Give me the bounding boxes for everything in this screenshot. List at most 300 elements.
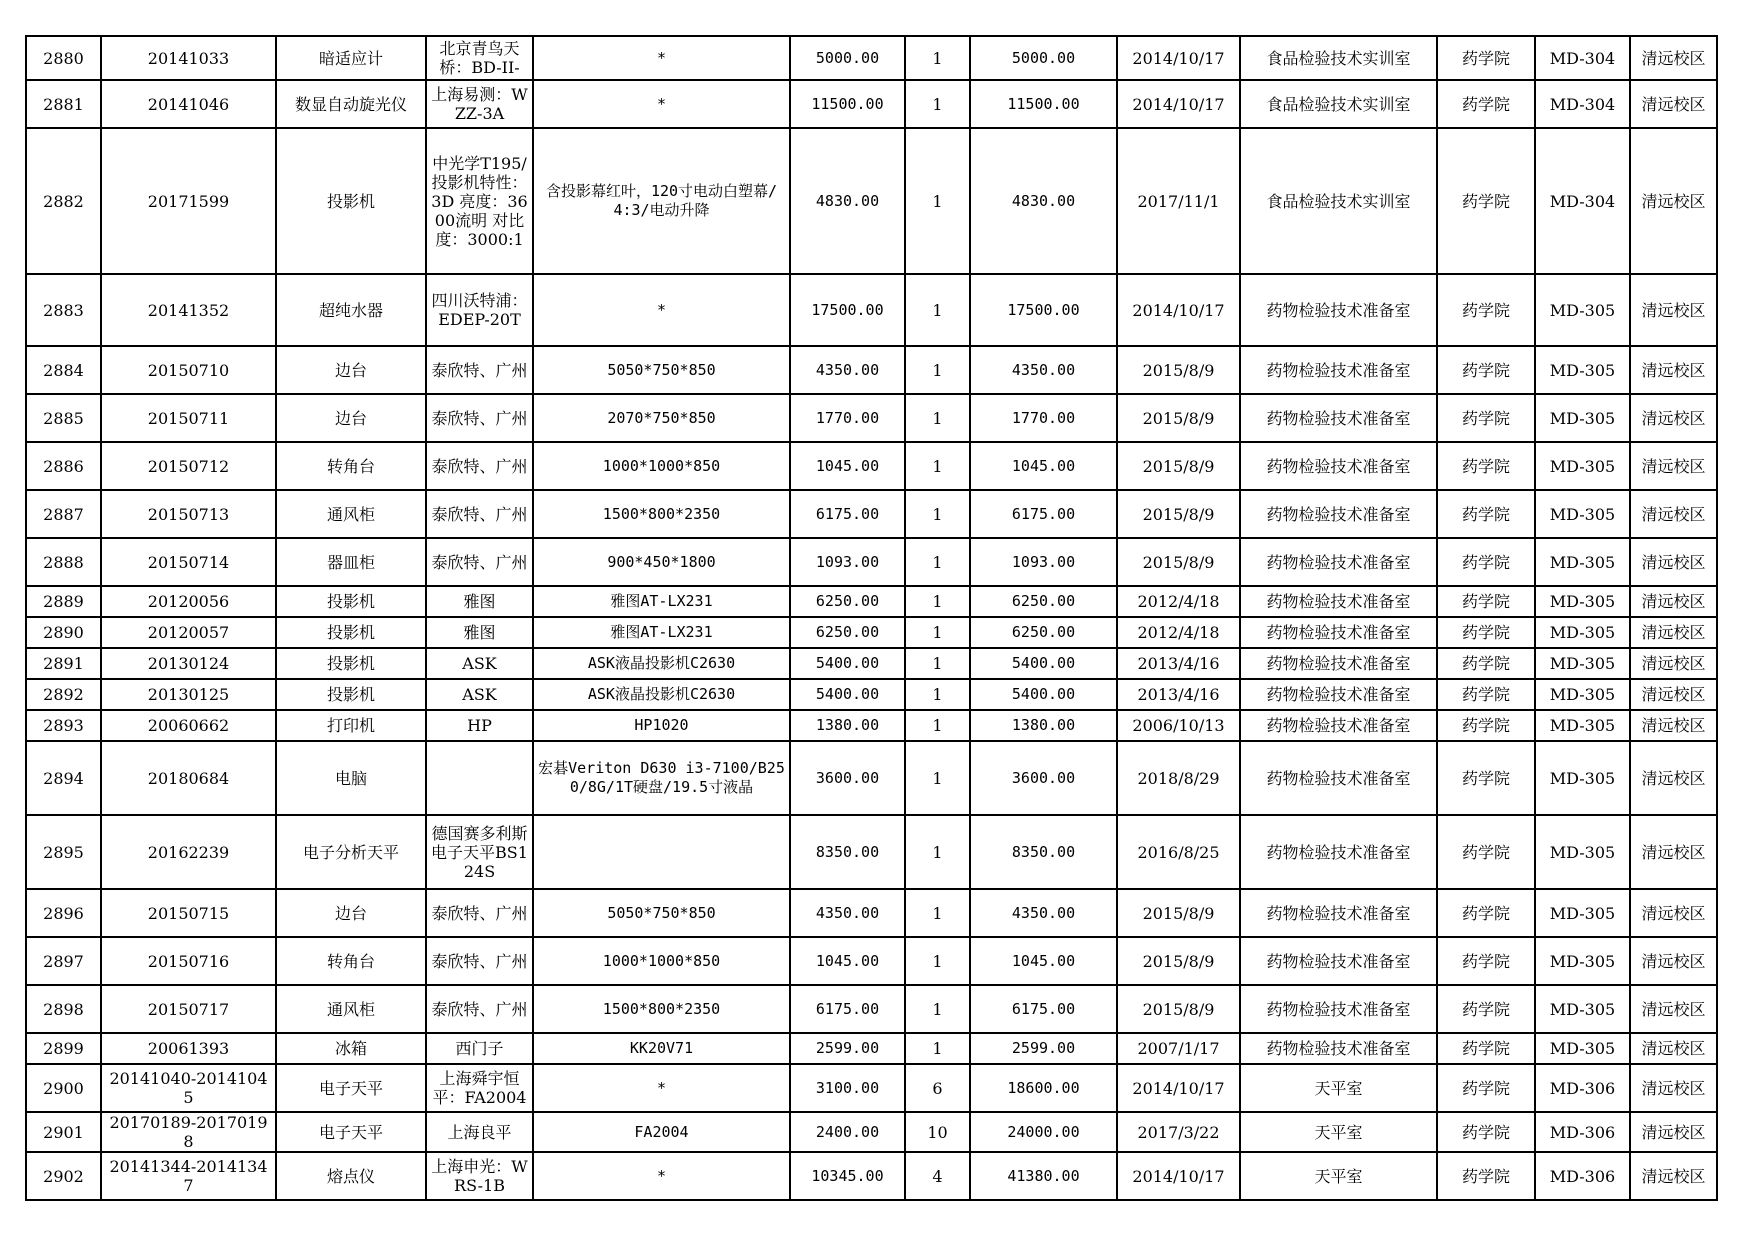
table-row xyxy=(26,1152,1717,1200)
item-name-cell: 冰箱 xyxy=(276,1033,426,1064)
specification-cell: * xyxy=(533,1152,790,1200)
campus-cell: 清远校区 xyxy=(1630,1064,1717,1112)
room-name-cell: 天平室 xyxy=(1240,1064,1437,1112)
unit-price-cell: 4350.00 xyxy=(790,889,905,937)
quantity-cell: 1 xyxy=(905,617,970,648)
asset-code-cell: 20150711 xyxy=(101,394,276,442)
quantity-cell: 1 xyxy=(905,937,970,985)
total-amount-cell: 3600.00 xyxy=(970,741,1117,815)
room-name-cell: 药物检验技术准备室 xyxy=(1240,937,1437,985)
table-row xyxy=(26,346,1717,394)
row-number-cell: 2896 xyxy=(26,889,101,937)
unit-price-cell: 5000.00 xyxy=(790,36,905,80)
campus-cell: 清远校区 xyxy=(1630,617,1717,648)
specification-cell: 1500*800*2350 xyxy=(533,985,790,1033)
asset-code-cell: 20130124 xyxy=(101,648,276,679)
quantity-cell: 6 xyxy=(905,1064,970,1112)
item-name-cell: 器皿柜 xyxy=(276,538,426,586)
maker-model-cell: 泰欣特、广州 xyxy=(426,985,533,1033)
location-code-cell: MD-305 xyxy=(1535,679,1630,710)
specification-cell: 雅图AT-LX231 xyxy=(533,617,790,648)
row-number-cell: 2882 xyxy=(26,128,101,274)
maker-model-cell: 雅图 xyxy=(426,586,533,617)
location-code-cell: MD-305 xyxy=(1535,741,1630,815)
room-name-cell: 药物检验技术准备室 xyxy=(1240,586,1437,617)
location-code-cell: MD-304 xyxy=(1535,128,1630,274)
unit-price-cell: 1093.00 xyxy=(790,538,905,586)
department-cell: 药学院 xyxy=(1437,442,1535,490)
purchase-date-cell: 2014/10/17 xyxy=(1117,274,1240,346)
row-number-cell: 2894 xyxy=(26,741,101,815)
unit-price-cell: 8350.00 xyxy=(790,815,905,889)
unit-price-cell: 1770.00 xyxy=(790,394,905,442)
table-row xyxy=(26,985,1717,1033)
item-name-cell: 打印机 xyxy=(276,710,426,741)
room-name-cell: 药物检验技术准备室 xyxy=(1240,490,1437,538)
room-name-cell: 食品检验技术实训室 xyxy=(1240,36,1437,80)
department-cell: 药学院 xyxy=(1437,1033,1535,1064)
location-code-cell: MD-305 xyxy=(1535,1033,1630,1064)
item-name-cell: 电脑 xyxy=(276,741,426,815)
room-name-cell: 天平室 xyxy=(1240,1152,1437,1200)
quantity-cell: 1 xyxy=(905,538,970,586)
asset-code-cell: 20141033 xyxy=(101,36,276,80)
specification-cell: 1500*800*2350 xyxy=(533,490,790,538)
maker-model-cell: 泰欣特、广州 xyxy=(426,490,533,538)
campus-cell: 清远校区 xyxy=(1630,937,1717,985)
location-code-cell: MD-306 xyxy=(1535,1064,1630,1112)
asset-code-cell: 20162239 xyxy=(101,815,276,889)
purchase-date-cell: 2015/8/9 xyxy=(1117,346,1240,394)
department-cell: 药学院 xyxy=(1437,274,1535,346)
maker-model-cell: HP xyxy=(426,710,533,741)
location-code-cell: MD-305 xyxy=(1535,274,1630,346)
campus-cell: 清远校区 xyxy=(1630,648,1717,679)
location-code-cell: MD-305 xyxy=(1535,617,1630,648)
asset-code-cell: 20141344-20141347 xyxy=(101,1152,276,1200)
purchase-date-cell: 2015/8/9 xyxy=(1117,889,1240,937)
purchase-date-cell: 2007/1/17 xyxy=(1117,1033,1240,1064)
total-amount-cell: 17500.00 xyxy=(970,274,1117,346)
row-number-cell: 2888 xyxy=(26,538,101,586)
campus-cell: 清远校区 xyxy=(1630,679,1717,710)
campus-cell: 清远校区 xyxy=(1630,586,1717,617)
asset-code-cell: 20141040-20141045 xyxy=(101,1064,276,1112)
room-name-cell: 药物检验技术准备室 xyxy=(1240,710,1437,741)
item-name-cell: 数显自动旋光仪 xyxy=(276,80,426,128)
total-amount-cell: 1380.00 xyxy=(970,710,1117,741)
unit-price-cell: 4830.00 xyxy=(790,128,905,274)
campus-cell: 清远校区 xyxy=(1630,889,1717,937)
purchase-date-cell: 2015/8/9 xyxy=(1117,490,1240,538)
department-cell: 药学院 xyxy=(1437,815,1535,889)
row-number-cell: 2884 xyxy=(26,346,101,394)
purchase-date-cell: 2015/8/9 xyxy=(1117,538,1240,586)
unit-price-cell: 4350.00 xyxy=(790,346,905,394)
table-row xyxy=(26,679,1717,710)
item-name-cell: 超纯水器 xyxy=(276,274,426,346)
maker-model-cell: 西门子 xyxy=(426,1033,533,1064)
specification-cell: 宏碁Veriton D630 i3-7100/B250/8G/1T硬盘/19.5寸液晶 xyxy=(533,741,790,815)
quantity-cell: 1 xyxy=(905,442,970,490)
item-name-cell: 转角台 xyxy=(276,937,426,985)
item-name-cell: 电子天平 xyxy=(276,1064,426,1112)
department-cell: 药学院 xyxy=(1437,679,1535,710)
unit-price-cell: 2599.00 xyxy=(790,1033,905,1064)
purchase-date-cell: 2012/4/18 xyxy=(1117,586,1240,617)
campus-cell: 清远校区 xyxy=(1630,490,1717,538)
campus-cell: 清远校区 xyxy=(1630,394,1717,442)
purchase-date-cell: 2018/8/29 xyxy=(1117,741,1240,815)
department-cell: 药学院 xyxy=(1437,648,1535,679)
asset-code-cell: 20150715 xyxy=(101,889,276,937)
specification-cell: 1000*1000*850 xyxy=(533,442,790,490)
department-cell: 药学院 xyxy=(1437,710,1535,741)
total-amount-cell: 1045.00 xyxy=(970,937,1117,985)
department-cell: 药学院 xyxy=(1437,490,1535,538)
specification-cell: * xyxy=(533,274,790,346)
purchase-date-cell: 2014/10/17 xyxy=(1117,36,1240,80)
location-code-cell: MD-306 xyxy=(1535,1152,1630,1200)
maker-model-cell: 上海申光：WRS-1B xyxy=(426,1152,533,1200)
room-name-cell: 药物检验技术准备室 xyxy=(1240,346,1437,394)
table-row xyxy=(26,648,1717,679)
quantity-cell: 4 xyxy=(905,1152,970,1200)
location-code-cell: MD-306 xyxy=(1535,1112,1630,1152)
room-name-cell: 药物检验技术准备室 xyxy=(1240,679,1437,710)
specification-cell: ASK液晶投影机C2630 xyxy=(533,679,790,710)
location-code-cell: MD-305 xyxy=(1535,648,1630,679)
asset-code-cell: 20120057 xyxy=(101,617,276,648)
row-number-cell: 2893 xyxy=(26,710,101,741)
asset-code-cell: 20061393 xyxy=(101,1033,276,1064)
location-code-cell: MD-304 xyxy=(1535,80,1630,128)
unit-price-cell: 1045.00 xyxy=(790,937,905,985)
purchase-date-cell: 2017/3/22 xyxy=(1117,1112,1240,1152)
room-name-cell: 药物检验技术准备室 xyxy=(1240,394,1437,442)
asset-code-cell: 20171599 xyxy=(101,128,276,274)
specification-cell: FA2004 xyxy=(533,1112,790,1152)
item-name-cell: 投影机 xyxy=(276,617,426,648)
maker-model-cell: 泰欣特、广州 xyxy=(426,442,533,490)
quantity-cell: 1 xyxy=(905,1033,970,1064)
location-code-cell: MD-305 xyxy=(1535,490,1630,538)
campus-cell: 清远校区 xyxy=(1630,128,1717,274)
row-number-cell: 2901 xyxy=(26,1112,101,1152)
purchase-date-cell: 2013/4/16 xyxy=(1117,648,1240,679)
department-cell: 药学院 xyxy=(1437,1064,1535,1112)
maker-model-cell: 北京青鸟天桥：BD-II- xyxy=(426,36,533,80)
purchase-date-cell: 2013/4/16 xyxy=(1117,679,1240,710)
purchase-date-cell: 2015/8/9 xyxy=(1117,442,1240,490)
row-number-cell: 2890 xyxy=(26,617,101,648)
asset-code-cell: 20150716 xyxy=(101,937,276,985)
row-number-cell: 2897 xyxy=(26,937,101,985)
asset-code-cell: 20150714 xyxy=(101,538,276,586)
item-name-cell: 通风柜 xyxy=(276,490,426,538)
maker-model-cell: 泰欣特、广州 xyxy=(426,346,533,394)
campus-cell: 清远校区 xyxy=(1630,985,1717,1033)
campus-cell: 清远校区 xyxy=(1630,741,1717,815)
item-name-cell: 暗适应计 xyxy=(276,36,426,80)
department-cell: 药学院 xyxy=(1437,394,1535,442)
purchase-date-cell: 2014/10/17 xyxy=(1117,80,1240,128)
department-cell: 药学院 xyxy=(1437,346,1535,394)
campus-cell: 清远校区 xyxy=(1630,346,1717,394)
department-cell: 药学院 xyxy=(1437,741,1535,815)
department-cell: 药学院 xyxy=(1437,985,1535,1033)
location-code-cell: MD-305 xyxy=(1535,586,1630,617)
asset-code-cell: 20141352 xyxy=(101,274,276,346)
table-row xyxy=(26,538,1717,586)
asset-code-cell: 20060662 xyxy=(101,710,276,741)
specification-cell: 1000*1000*850 xyxy=(533,937,790,985)
specification-cell: KK20V71 xyxy=(533,1033,790,1064)
total-amount-cell: 5400.00 xyxy=(970,679,1117,710)
total-amount-cell: 6250.00 xyxy=(970,586,1117,617)
campus-cell: 清远校区 xyxy=(1630,815,1717,889)
campus-cell: 清远校区 xyxy=(1630,80,1717,128)
row-number-cell: 2880 xyxy=(26,36,101,80)
total-amount-cell: 6250.00 xyxy=(970,617,1117,648)
unit-price-cell: 17500.00 xyxy=(790,274,905,346)
quantity-cell: 1 xyxy=(905,741,970,815)
table-row xyxy=(26,36,1717,80)
total-amount-cell: 5400.00 xyxy=(970,648,1117,679)
unit-price-cell: 1380.00 xyxy=(790,710,905,741)
asset-code-cell: 20120056 xyxy=(101,586,276,617)
unit-price-cell: 3100.00 xyxy=(790,1064,905,1112)
item-name-cell: 电子分析天平 xyxy=(276,815,426,889)
location-code-cell: MD-305 xyxy=(1535,889,1630,937)
specification-cell: 含投影幕红叶，120寸电动白塑幕/4:3/电动升降 xyxy=(533,128,790,274)
row-number-cell: 2902 xyxy=(26,1152,101,1200)
quantity-cell: 1 xyxy=(905,394,970,442)
total-amount-cell: 1093.00 xyxy=(970,538,1117,586)
specification-cell: * xyxy=(533,1064,790,1112)
total-amount-cell: 1045.00 xyxy=(970,442,1117,490)
purchase-date-cell: 2006/10/13 xyxy=(1117,710,1240,741)
row-number-cell: 2900 xyxy=(26,1064,101,1112)
maker-model-cell: 泰欣特、广州 xyxy=(426,937,533,985)
row-number-cell: 2881 xyxy=(26,80,101,128)
purchase-date-cell: 2015/8/9 xyxy=(1117,937,1240,985)
room-name-cell: 食品检验技术实训室 xyxy=(1240,128,1437,274)
row-number-cell: 2899 xyxy=(26,1033,101,1064)
department-cell: 药学院 xyxy=(1437,889,1535,937)
unit-price-cell: 11500.00 xyxy=(790,80,905,128)
item-name-cell: 边台 xyxy=(276,346,426,394)
department-cell: 药学院 xyxy=(1437,586,1535,617)
location-code-cell: MD-305 xyxy=(1535,937,1630,985)
total-amount-cell: 4350.00 xyxy=(970,889,1117,937)
unit-price-cell: 6250.00 xyxy=(790,617,905,648)
total-amount-cell: 8350.00 xyxy=(970,815,1117,889)
room-name-cell: 药物检验技术准备室 xyxy=(1240,648,1437,679)
department-cell: 药学院 xyxy=(1437,1152,1535,1200)
item-name-cell: 投影机 xyxy=(276,648,426,679)
maker-model-cell: ASK xyxy=(426,648,533,679)
quantity-cell: 1 xyxy=(905,36,970,80)
quantity-cell: 1 xyxy=(905,128,970,274)
table-row xyxy=(26,394,1717,442)
table-row xyxy=(26,741,1717,815)
specification-cell: * xyxy=(533,80,790,128)
table-row xyxy=(26,1112,1717,1152)
asset-code-cell: 20130125 xyxy=(101,679,276,710)
table-row xyxy=(26,889,1717,937)
total-amount-cell: 5000.00 xyxy=(970,36,1117,80)
asset-code-cell: 20150713 xyxy=(101,490,276,538)
department-cell: 药学院 xyxy=(1437,937,1535,985)
total-amount-cell: 18600.00 xyxy=(970,1064,1117,1112)
purchase-date-cell: 2012/4/18 xyxy=(1117,617,1240,648)
table-row xyxy=(26,1064,1717,1112)
maker-model-cell: 上海良平 xyxy=(426,1112,533,1152)
unit-price-cell: 5400.00 xyxy=(790,648,905,679)
total-amount-cell: 4830.00 xyxy=(970,128,1117,274)
location-code-cell: MD-305 xyxy=(1535,442,1630,490)
maker-model-cell: 德国赛多利斯电子天平BS124S xyxy=(426,815,533,889)
quantity-cell: 1 xyxy=(905,985,970,1033)
table-row xyxy=(26,80,1717,128)
specification-cell: 2070*750*850 xyxy=(533,394,790,442)
item-name-cell: 熔点仪 xyxy=(276,1152,426,1200)
table-body xyxy=(26,36,1717,1200)
row-number-cell: 2885 xyxy=(26,394,101,442)
row-number-cell: 2886 xyxy=(26,442,101,490)
total-amount-cell: 2599.00 xyxy=(970,1033,1117,1064)
room-name-cell: 药物检验技术准备室 xyxy=(1240,274,1437,346)
quantity-cell: 1 xyxy=(905,889,970,937)
department-cell: 药学院 xyxy=(1437,80,1535,128)
quantity-cell: 1 xyxy=(905,815,970,889)
maker-model-cell: 四川沃特浦：EDEP-20T xyxy=(426,274,533,346)
campus-cell: 清远校区 xyxy=(1630,710,1717,741)
department-cell: 药学院 xyxy=(1437,128,1535,274)
specification-cell: 5050*750*850 xyxy=(533,889,790,937)
maker-model-cell: 上海易测：WZZ-3A xyxy=(426,80,533,128)
table-row xyxy=(26,274,1717,346)
campus-cell: 清远校区 xyxy=(1630,1112,1717,1152)
asset-code-cell: 20170189-20170198 xyxy=(101,1112,276,1152)
total-amount-cell: 41380.00 xyxy=(970,1152,1117,1200)
location-code-cell: MD-305 xyxy=(1535,985,1630,1033)
campus-cell: 清远校区 xyxy=(1630,274,1717,346)
department-cell: 药学院 xyxy=(1437,36,1535,80)
campus-cell: 清远校区 xyxy=(1630,1033,1717,1064)
maker-model-cell xyxy=(426,741,533,815)
table-row xyxy=(26,128,1717,274)
item-name-cell: 边台 xyxy=(276,889,426,937)
quantity-cell: 1 xyxy=(905,274,970,346)
quantity-cell: 1 xyxy=(905,490,970,538)
room-name-cell: 药物检验技术准备室 xyxy=(1240,741,1437,815)
campus-cell: 清远校区 xyxy=(1630,1152,1717,1200)
maker-model-cell: 泰欣特、广州 xyxy=(426,538,533,586)
row-number-cell: 2898 xyxy=(26,985,101,1033)
maker-model-cell: 中光学T195/投影机特性：3D 亮度：3600流明 对比度：3000:1 xyxy=(426,128,533,274)
campus-cell: 清远校区 xyxy=(1630,538,1717,586)
unit-price-cell: 10345.00 xyxy=(790,1152,905,1200)
total-amount-cell: 1770.00 xyxy=(970,394,1117,442)
maker-model-cell: 泰欣特、广州 xyxy=(426,889,533,937)
table-row xyxy=(26,586,1717,617)
quantity-cell: 1 xyxy=(905,346,970,394)
row-number-cell: 2887 xyxy=(26,490,101,538)
table-row xyxy=(26,442,1717,490)
table-row xyxy=(26,617,1717,648)
quantity-cell: 1 xyxy=(905,586,970,617)
specification-cell xyxy=(533,815,790,889)
row-number-cell: 2895 xyxy=(26,815,101,889)
table-row xyxy=(26,815,1717,889)
total-amount-cell: 24000.00 xyxy=(970,1112,1117,1152)
specification-cell: 5050*750*850 xyxy=(533,346,790,394)
table-row xyxy=(26,490,1717,538)
asset-code-cell: 20150712 xyxy=(101,442,276,490)
location-code-cell: MD-305 xyxy=(1535,815,1630,889)
purchase-date-cell: 2014/10/17 xyxy=(1117,1152,1240,1200)
specification-cell: ASK液晶投影机C2630 xyxy=(533,648,790,679)
total-amount-cell: 4350.00 xyxy=(970,346,1117,394)
department-cell: 药学院 xyxy=(1437,538,1535,586)
asset-code-cell: 20180684 xyxy=(101,741,276,815)
item-name-cell: 通风柜 xyxy=(276,985,426,1033)
location-code-cell: MD-305 xyxy=(1535,710,1630,741)
purchase-date-cell: 2014/10/17 xyxy=(1117,1064,1240,1112)
total-amount-cell: 11500.00 xyxy=(970,80,1117,128)
unit-price-cell: 2400.00 xyxy=(790,1112,905,1152)
quantity-cell: 1 xyxy=(905,679,970,710)
location-code-cell: MD-304 xyxy=(1535,36,1630,80)
table-row xyxy=(26,1033,1717,1064)
table-row xyxy=(26,937,1717,985)
quantity-cell: 1 xyxy=(905,80,970,128)
room-name-cell: 药物检验技术准备室 xyxy=(1240,815,1437,889)
item-name-cell: 转角台 xyxy=(276,442,426,490)
equipment-table xyxy=(25,35,1718,1201)
unit-price-cell: 3600.00 xyxy=(790,741,905,815)
location-code-cell: MD-305 xyxy=(1535,394,1630,442)
row-number-cell: 2889 xyxy=(26,586,101,617)
item-name-cell: 投影机 xyxy=(276,679,426,710)
specification-cell: * xyxy=(533,36,790,80)
unit-price-cell: 1045.00 xyxy=(790,442,905,490)
location-code-cell: MD-305 xyxy=(1535,538,1630,586)
room-name-cell: 药物检验技术准备室 xyxy=(1240,538,1437,586)
unit-price-cell: 6175.00 xyxy=(790,490,905,538)
item-name-cell: 投影机 xyxy=(276,586,426,617)
specification-cell: 900*450*1800 xyxy=(533,538,790,586)
quantity-cell: 1 xyxy=(905,648,970,679)
purchase-date-cell: 2015/8/9 xyxy=(1117,394,1240,442)
department-cell: 药学院 xyxy=(1437,617,1535,648)
room-name-cell: 药物检验技术准备室 xyxy=(1240,889,1437,937)
maker-model-cell: 上海舜宇恒平：FA2004 xyxy=(426,1064,533,1112)
unit-price-cell: 6250.00 xyxy=(790,586,905,617)
room-name-cell: 药物检验技术准备室 xyxy=(1240,1033,1437,1064)
asset-code-cell: 20141046 xyxy=(101,80,276,128)
total-amount-cell: 6175.00 xyxy=(970,985,1117,1033)
room-name-cell: 药物检验技术准备室 xyxy=(1240,617,1437,648)
row-number-cell: 2883 xyxy=(26,274,101,346)
asset-code-cell: 20150717 xyxy=(101,985,276,1033)
room-name-cell: 食品检验技术实训室 xyxy=(1240,80,1437,128)
department-cell: 药学院 xyxy=(1437,1112,1535,1152)
unit-price-cell: 6175.00 xyxy=(790,985,905,1033)
item-name-cell: 投影机 xyxy=(276,128,426,274)
